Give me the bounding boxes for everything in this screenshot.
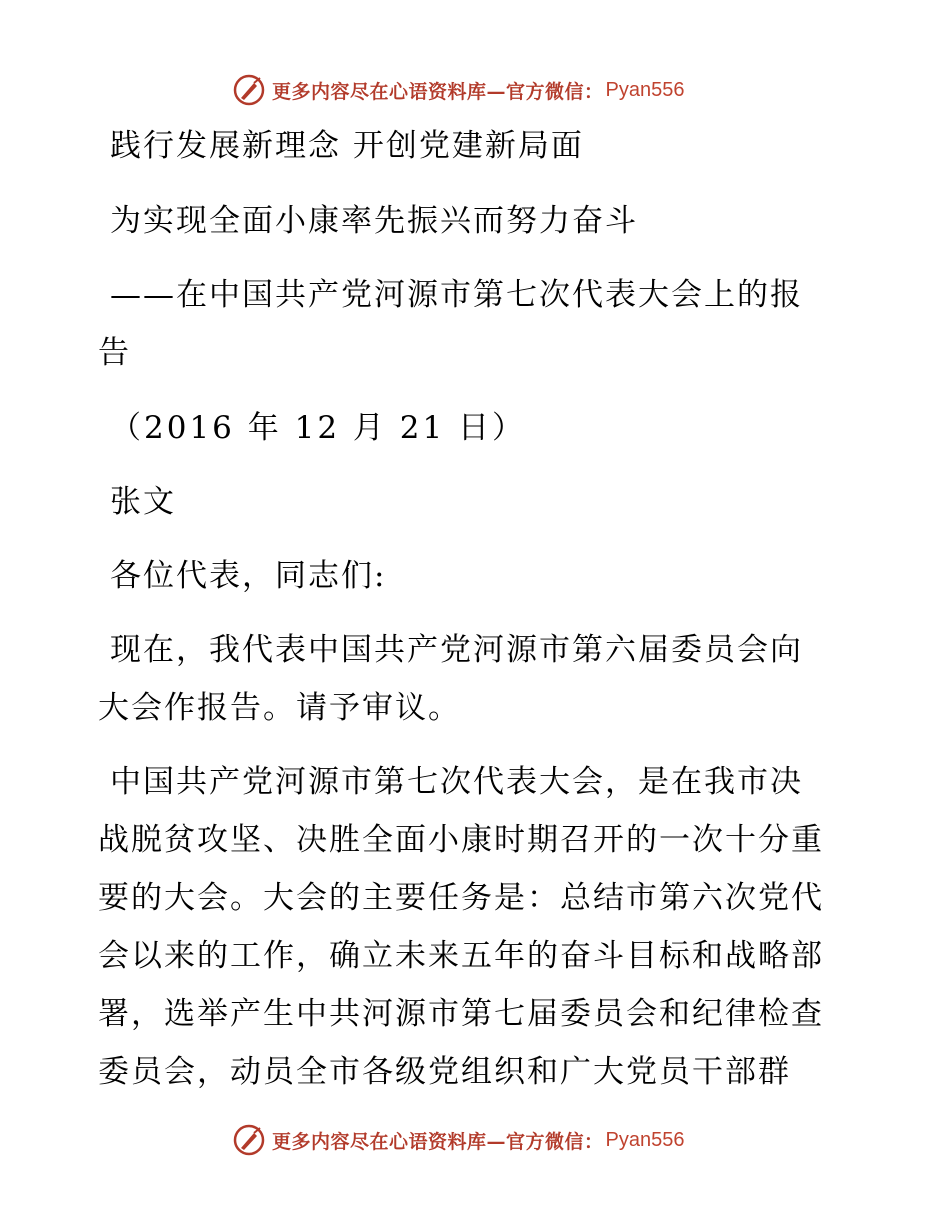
- author-name: 张文: [110, 484, 176, 520]
- paragraph-2-line-6: 委员会，动员全市各级党组织和广大党员干部群: [98, 1054, 791, 1090]
- paragraph-2-line-3: 要的大会。大会的主要任务是：总结市第六次党代: [98, 880, 824, 916]
- title-line-2: 为实现全面小康率先振兴而努力奋斗: [110, 203, 638, 239]
- paragraph-2-line-1: 中国共产党河源市第七次代表大会，是在我市决: [110, 764, 803, 800]
- paragraph-2-line-2: 战脱贫攻坚、决胜全面小康时期召开的一次十分重: [98, 822, 824, 858]
- watermark-account: Pyan556: [605, 78, 685, 101]
- watermark-text: 更多内容尽在心语资料库—官方微信：: [272, 80, 604, 103]
- salutation: 各位代表，同志们:: [110, 558, 387, 594]
- footer-watermark: [232, 1122, 684, 1158]
- quill-circle-icon: [232, 1123, 266, 1157]
- header-watermark: [232, 72, 684, 108]
- watermark-text: 更多内容尽在心语资料库—官方微信：: [272, 1130, 604, 1153]
- watermark-account: Pyan556: [605, 1128, 685, 1151]
- paragraph-2-line-5: 署，选举产生中共河源市第七届委员会和纪律检查: [98, 996, 824, 1032]
- paragraph-1-line-1: 现在，我代表中国共产党河源市第六届委员会向: [110, 632, 803, 668]
- title-line-1: 践行发展新理念 开创党建新局面: [110, 128, 584, 164]
- subtitle-line-1: ——在中国共产党河源市第七次代表大会上的报: [110, 277, 803, 313]
- quill-circle-icon: [232, 73, 266, 107]
- paragraph-2-line-4: 会以来的工作，确立未来五年的奋斗目标和战略部: [98, 938, 824, 974]
- report-date: （2016 年 12 月 21 日）: [110, 410, 527, 446]
- paragraph-1-line-2: 大会作报告。请予审议。: [98, 690, 461, 726]
- subtitle-line-2: 告: [98, 335, 131, 371]
